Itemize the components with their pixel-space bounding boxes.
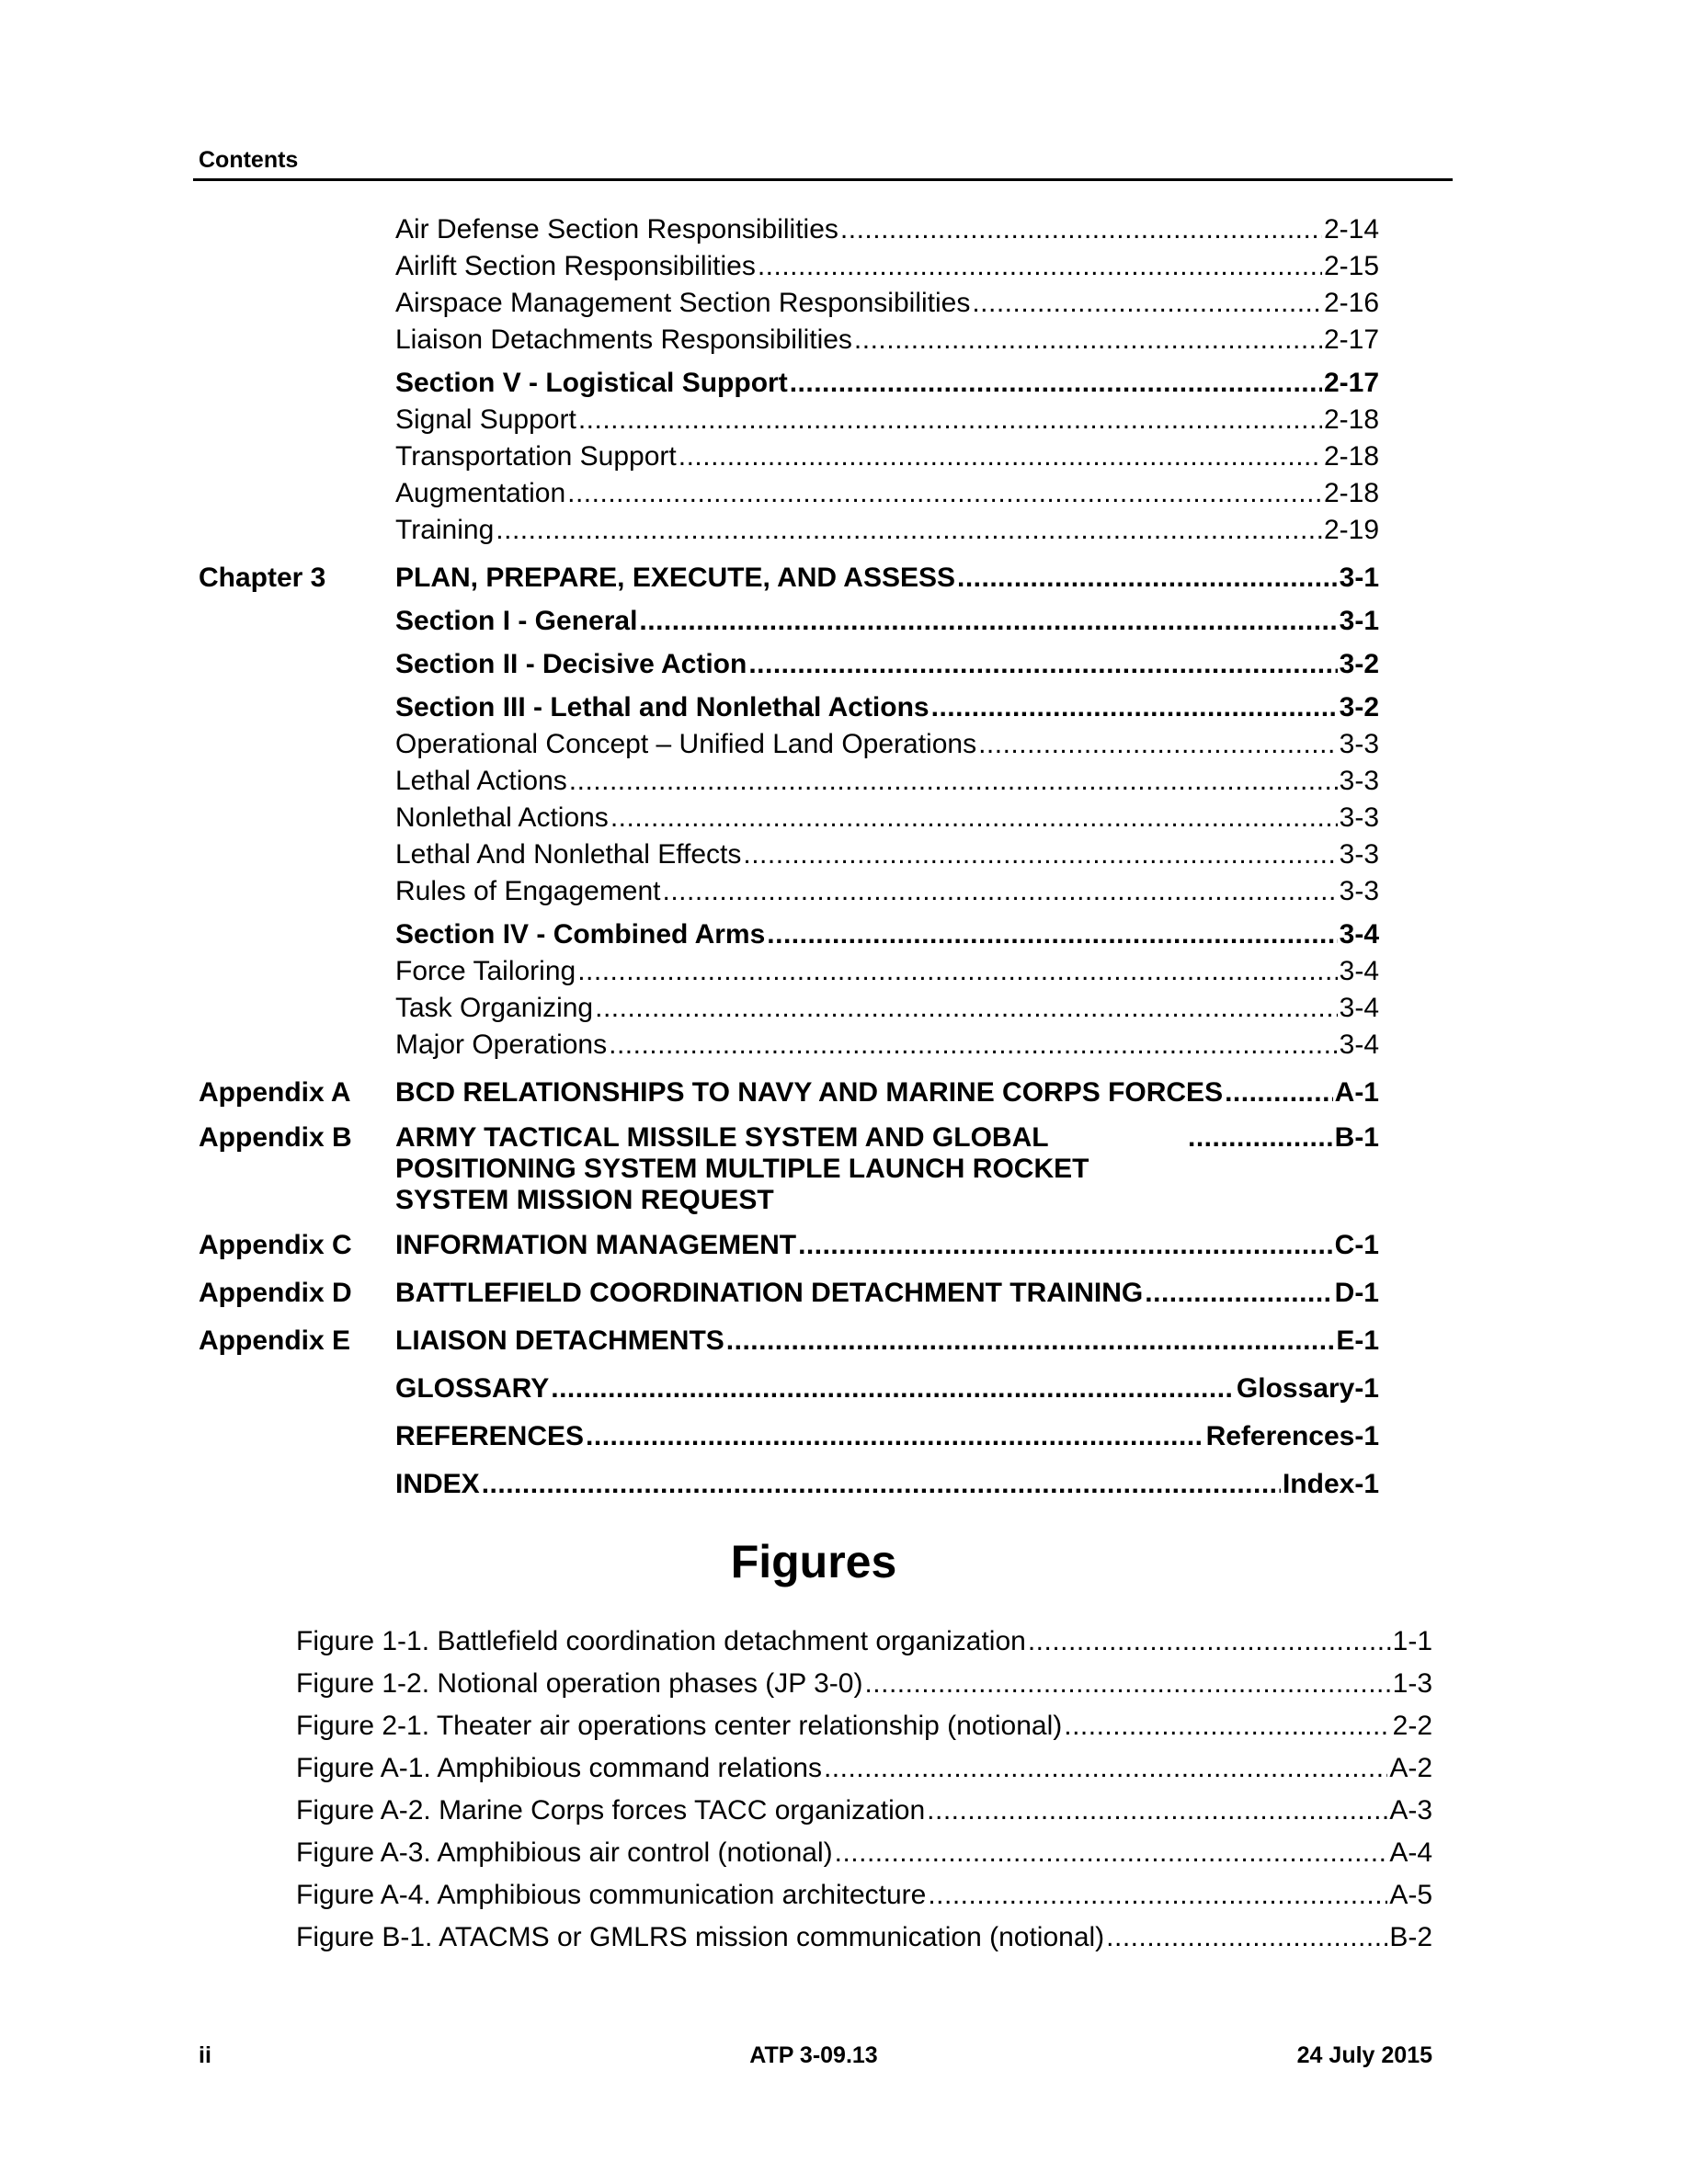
toc-entry-title: Section II - Decisive Action (395, 649, 747, 679)
leader-dots (798, 1227, 1333, 1264)
toc-entry-page: References-1 (1205, 1421, 1379, 1451)
leader-dots (978, 726, 1338, 763)
toc-entry-title: Force Tailoring (395, 956, 576, 986)
toc-chapter-entry (199, 560, 1394, 597)
toc-entry-page: 2-18 (1323, 404, 1379, 435)
leader-dots (972, 285, 1322, 322)
toc-entry (199, 990, 1394, 1027)
toc-backmatter-entry (199, 1418, 1394, 1455)
toc-appendix-entry (199, 1075, 1394, 1111)
toc-entry-label: Chapter 3 (199, 563, 326, 593)
footer-page-number: ii (199, 2042, 211, 2068)
toc-entry (199, 836, 1394, 873)
toc-entry-page: D-1 (1334, 1278, 1379, 1308)
header-rule (193, 178, 1453, 181)
toc-entry-title: LIAISON DETACHMENTS (395, 1325, 724, 1356)
toc-entry-title: Section V - Logistical Support (395, 368, 788, 398)
leader-dots (482, 1466, 1281, 1503)
toc-entry-title: Augmentation (395, 478, 566, 508)
toc-entry-page: 3-2 (1339, 692, 1379, 722)
leader-dots (609, 1027, 1338, 1064)
leader-dots (578, 402, 1322, 438)
toc-entry-title: Transportation Support (395, 441, 677, 472)
toc-entry-page: 3-3 (1339, 766, 1379, 796)
leader-dots (854, 322, 1322, 358)
toc-section-entry (199, 916, 1394, 953)
toc-entry-title: Operational Concept – Unified Land Operations (395, 729, 977, 759)
leader-dots (1064, 1705, 1390, 1747)
toc-entry-title: Liaison Detachments Responsibilities (395, 324, 852, 355)
figure-entry-page: B-2 (1389, 1922, 1432, 1952)
toc-entry-title: REFERENCES (395, 1421, 585, 1451)
toc-appendix-entry (199, 1323, 1394, 1359)
toc-entry-page: 2-15 (1323, 251, 1379, 281)
toc-entry-page: B-1 (1334, 1122, 1379, 1153)
toc-entry-label: Appendix A (199, 1077, 351, 1108)
toc-entry-page: 3-3 (1339, 729, 1379, 759)
figure-entry (296, 1790, 1432, 1832)
leader-dots (840, 211, 1322, 248)
toc-entry-title: Section III - Lethal and Nonlethal Actions (395, 692, 930, 722)
toc-entry-title: Air Defense Section Responsibilities (395, 214, 838, 245)
table-of-contents (199, 211, 1394, 1503)
leader-dots (1188, 1122, 1333, 1154)
leader-dots (496, 512, 1322, 549)
figure-entry-page: A-3 (1389, 1795, 1432, 1826)
figure-entry-title: Figure A-4. Amphibious communication architecture (296, 1880, 927, 1910)
toc-entry-title: Training (395, 515, 495, 545)
figure-entry-page: 1-1 (1392, 1626, 1432, 1656)
toc-appendix-entry (199, 1227, 1394, 1264)
leader-dots (569, 763, 1338, 800)
toc-entry-title: INFORMATION MANAGEMENT (395, 1230, 797, 1260)
leader-dots (758, 248, 1322, 285)
leader-dots (824, 1747, 1387, 1790)
toc-entry-title: Signal Support (395, 404, 576, 435)
leader-dots (928, 1874, 1387, 1917)
toc-entry-label: Appendix C (199, 1230, 352, 1260)
toc-entry (199, 763, 1394, 800)
figure-entry-title: Figure 1-1. Battlefield coordination detachment organization (296, 1626, 1026, 1656)
toc-entry (199, 873, 1394, 910)
leader-dots (1145, 1275, 1332, 1312)
toc-entry-page: 3-1 (1339, 563, 1379, 593)
figure-entry-title: Figure A-3. Amphibious air control (notional) (296, 1837, 833, 1868)
toc-appendix-entry (199, 1122, 1394, 1216)
leader-dots (639, 603, 1337, 640)
toc-entry-page: 3-4 (1339, 919, 1379, 950)
toc-entry-page: 3-3 (1339, 876, 1379, 906)
toc-entry-title: GLOSSARY (395, 1373, 550, 1404)
leader-dots (1028, 1621, 1391, 1663)
toc-entry-title: INDEX (395, 1469, 480, 1499)
toc-entry-title: BATTLEFIELD COORDINATION DETACHMENT TRAINING (395, 1278, 1144, 1308)
figure-entry-page: A-5 (1389, 1880, 1432, 1910)
figure-entry-title: Figure A-1. Amphibious command relations (296, 1753, 822, 1783)
figure-entry-title: Figure A-2. Marine Corps forces TACC organization (296, 1795, 926, 1826)
leader-dots (927, 1790, 1387, 1832)
toc-section-entry (199, 365, 1394, 402)
toc-entry-title: Rules of Engagement (395, 876, 661, 906)
toc-entry-title: Nonlethal Actions (395, 802, 609, 833)
figure-entry-title: Figure 2-1. Theater air operations center relationship (notional) (296, 1711, 1063, 1741)
leader-dots (663, 873, 1338, 910)
figure-entry-title: Figure 1-2. Notional operation phases (JP 3-0) (296, 1668, 863, 1699)
toc-entry (199, 953, 1394, 990)
figure-entry (296, 1621, 1432, 1663)
figure-entry (296, 1832, 1432, 1874)
toc-entry-page: 3-4 (1339, 993, 1379, 1023)
leader-dots (726, 1323, 1335, 1359)
toc-entry-label: Appendix B (199, 1122, 352, 1153)
footer-date: 24 July 2015 (1296, 2042, 1432, 2068)
toc-section-entry (199, 603, 1394, 640)
toc-section-entry (199, 689, 1394, 726)
toc-backmatter-entry (199, 1466, 1394, 1503)
toc-entry (199, 800, 1394, 836)
toc-entry-title: Lethal Actions (395, 766, 567, 796)
toc-entry-page: 2-18 (1323, 478, 1379, 508)
toc-entry-label: Appendix D (199, 1278, 352, 1308)
leader-dots (595, 990, 1338, 1027)
toc-entry (199, 1027, 1394, 1064)
toc-entry-page: 3-4 (1339, 956, 1379, 986)
toc-entry-page: 2-18 (1323, 441, 1379, 472)
toc-entry-page: 3-2 (1339, 649, 1379, 679)
leader-dots (1106, 1917, 1387, 1959)
toc-entry-title: Airspace Management Section Responsibilities (395, 288, 971, 318)
toc-entry (199, 285, 1394, 322)
figure-entry (296, 1874, 1432, 1917)
leader-dots (551, 1371, 1235, 1407)
toc-section-entry (199, 646, 1394, 683)
toc-entry-page: 2-19 (1323, 515, 1379, 545)
list-of-figures (296, 1621, 1432, 1959)
toc-entry-title: Airlift Section Responsibilities (395, 251, 756, 281)
figure-entry (296, 1663, 1432, 1705)
figure-entry-page: 1-3 (1392, 1668, 1432, 1699)
toc-entry (199, 512, 1394, 549)
toc-entry-title: Lethal And Nonlethal Effects (395, 839, 742, 870)
toc-entry-title: Major Operations (395, 1029, 608, 1060)
leader-dots (790, 365, 1322, 402)
toc-entry-page: 2-16 (1323, 288, 1379, 318)
toc-backmatter-entry (199, 1371, 1394, 1407)
toc-entry-label: Appendix E (199, 1325, 351, 1356)
toc-entry-page: 3-1 (1339, 606, 1379, 636)
figure-entry-page: A-2 (1389, 1753, 1432, 1783)
leader-dots (743, 836, 1337, 873)
toc-entry (199, 438, 1394, 475)
toc-entry-title: Section I - General (395, 606, 638, 636)
leader-dots (767, 916, 1337, 953)
toc-appendix-entry (199, 1275, 1394, 1312)
toc-entry-title: BCD RELATIONSHIPS TO NAVY AND MARINE CORPS FORCES (395, 1077, 1224, 1108)
toc-entry-page: 3-3 (1339, 839, 1379, 870)
toc-entry-page: 2-17 (1323, 368, 1379, 398)
toc-entry (199, 402, 1394, 438)
toc-entry-page: 3-4 (1339, 1029, 1379, 1060)
toc-entry (199, 475, 1394, 512)
toc-entry (199, 322, 1394, 358)
leader-dots (679, 438, 1322, 475)
leader-dots (931, 689, 1338, 726)
figure-entry (296, 1705, 1432, 1747)
toc-entry-page: Index-1 (1282, 1469, 1379, 1499)
toc-entry-title: ARMY TACTICAL MISSILE SYSTEM AND GLOBAL POSITIONING SYSTEM MULTIPLE LAUNCH ROCKET SYSTEM MISSION REQUEST (395, 1122, 1089, 1215)
leader-dots (957, 560, 1338, 597)
toc-entry-title: PLAN, PREPARE, EXECUTE, AND ASSESS (395, 563, 955, 593)
header-label: Contents (199, 147, 299, 173)
toc-entry-page: 2-17 (1323, 324, 1379, 355)
footer-document-id: ATP 3-09.13 (749, 2042, 878, 2068)
figure-entry-page: 2-2 (1392, 1711, 1432, 1741)
figure-entry (296, 1917, 1432, 1959)
figure-entry-title: Figure B-1. ATACMS or GMLRS mission communication (notional) (296, 1922, 1105, 1952)
leader-dots (864, 1663, 1390, 1705)
toc-entry-page: 2-14 (1323, 214, 1379, 245)
toc-entry-page: C-1 (1334, 1230, 1379, 1260)
leader-dots (835, 1832, 1388, 1874)
leader-dots (1225, 1075, 1333, 1111)
toc-entry-page: Glossary-1 (1236, 1373, 1379, 1404)
figure-entry (296, 1747, 1432, 1790)
leader-dots (610, 800, 1338, 836)
figures-heading: Figures (730, 1536, 897, 1587)
toc-entry (199, 248, 1394, 285)
toc-entry-title: Task Organizing (395, 993, 594, 1023)
leader-dots (748, 646, 1337, 683)
leader-dots (567, 475, 1322, 512)
toc-entry-page: A-1 (1334, 1077, 1379, 1108)
toc-entry (199, 726, 1394, 763)
leader-dots (586, 1418, 1204, 1455)
toc-entry-page: E-1 (1336, 1325, 1379, 1356)
toc-entry-title: Section IV - Combined Arms (395, 919, 766, 950)
toc-entry (199, 211, 1394, 248)
toc-entry-page: 3-3 (1339, 802, 1379, 833)
figure-entry-page: A-4 (1389, 1837, 1432, 1868)
leader-dots (577, 953, 1337, 990)
